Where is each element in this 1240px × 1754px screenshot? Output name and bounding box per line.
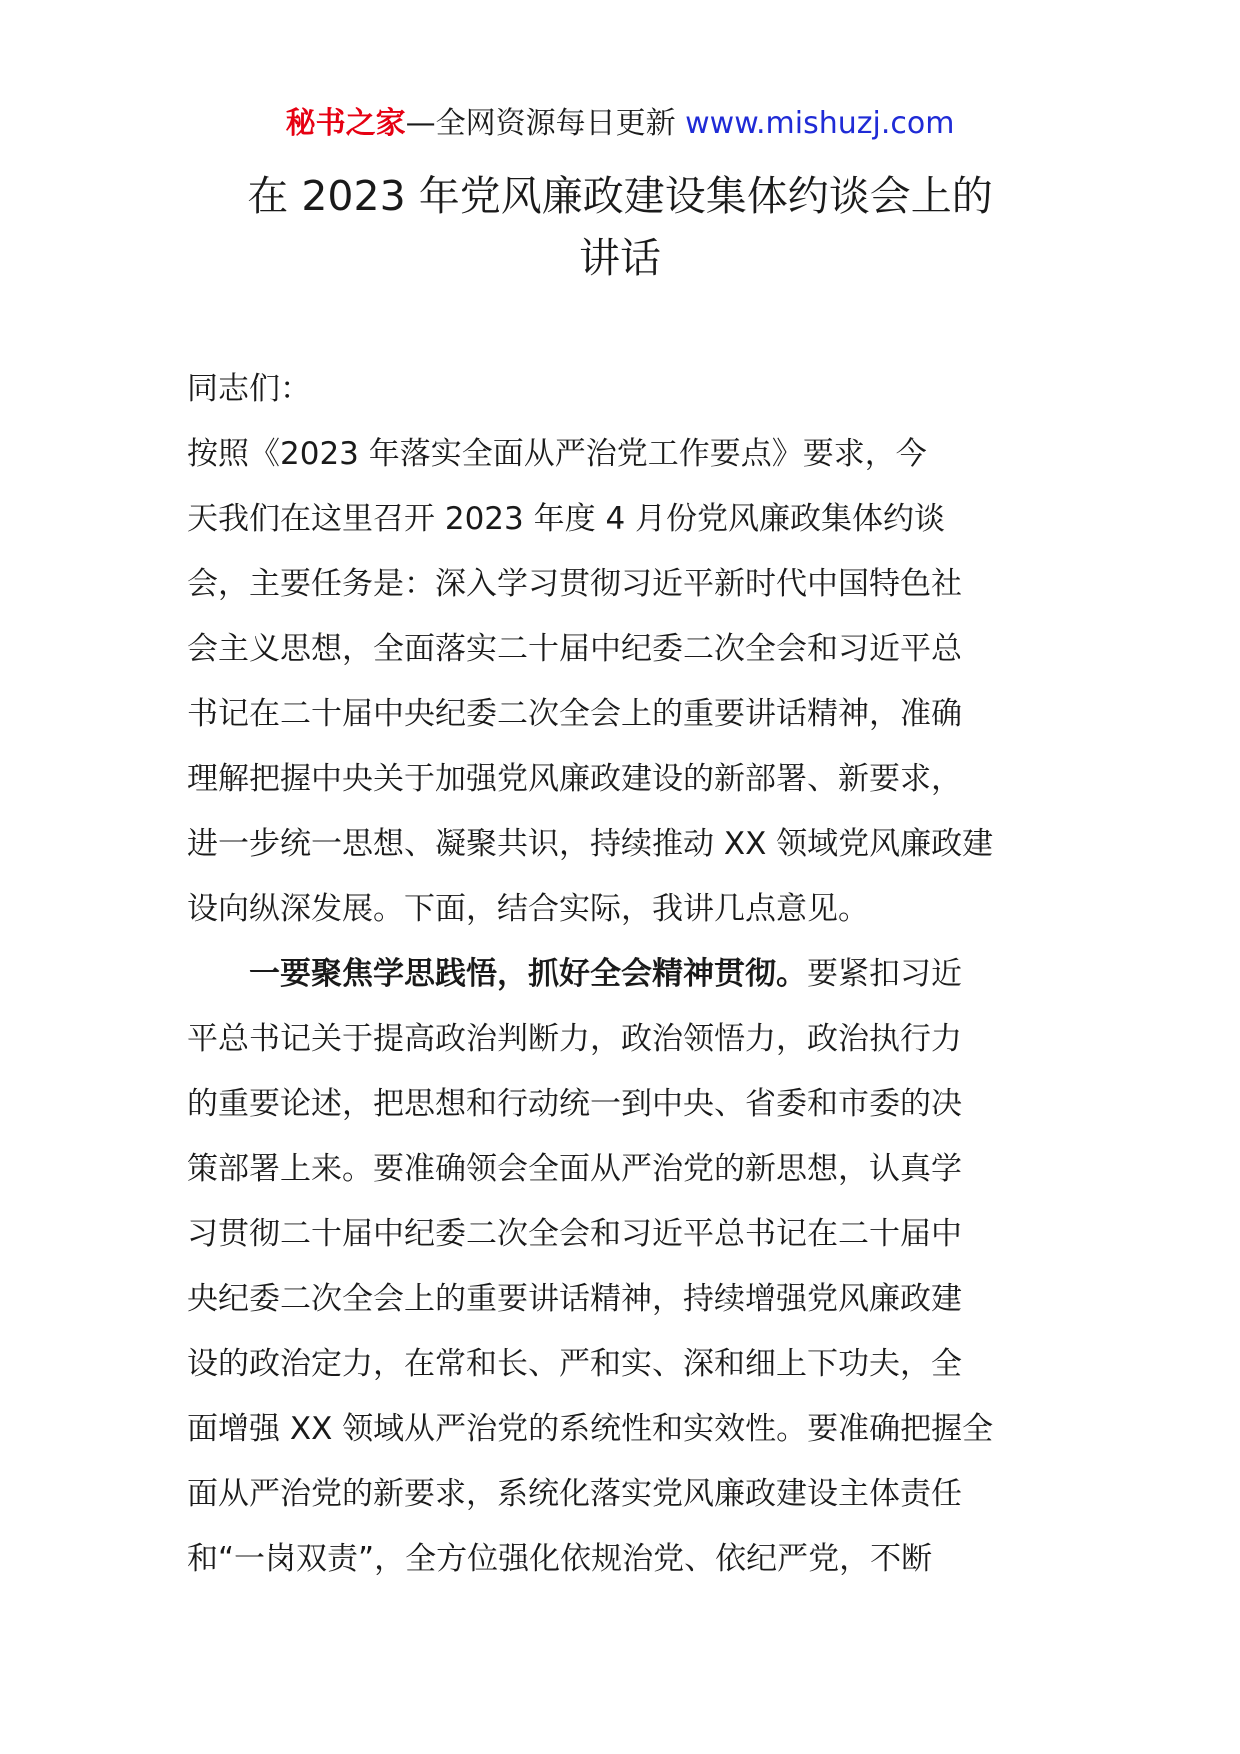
text-line: 的重要论述，把思想和行动统一到中央、省委和市委的决 — [187, 1086, 962, 1122]
salutation-line: 同志们： — [187, 371, 311, 407]
paragraph-intro — [187, 422, 1055, 942]
text-line: 设向纵深发展。下面，结合实际，我讲几点意见。 — [187, 891, 869, 927]
text-line: 平总书记关于提高政治判断力，政治领悟力，政治执行力 — [187, 1021, 962, 1057]
text-line: 面从严治党的新要求，系统化落实党风廉政建设主体责任 — [187, 1476, 962, 1512]
brand-name: 秘书之家 — [285, 106, 406, 141]
text-line: 会主义思想，全面落实二十届中纪委二次全会和习近平总 — [187, 631, 962, 667]
title-line-1: 在 2023 年党风廉政建设集体约谈会上的 — [247, 172, 993, 220]
text-line: 策部署上来。要准确领会全面从严治党的新思想，认真学 — [187, 1151, 962, 1187]
title-line-2: 讲话 — [579, 234, 661, 282]
header-tagline: —全网资源每日更新 — [405, 106, 686, 141]
point-one-first-line-rest: 要紧扣习近 — [807, 956, 962, 992]
text-line: 理解把握中央关于加强党风廉政建设的新部署、新要求， — [187, 761, 962, 797]
document-body — [187, 357, 1055, 1592]
text-line: 习贯彻二十届中纪委二次全会和习近平总书记在二十届中 — [187, 1216, 962, 1252]
document-title — [0, 165, 1240, 289]
site-url-link[interactable]: www.mishuzj.com — [685, 106, 955, 141]
text-line: 面增强 XX 领域从严治党的系统性和实效性。要准确把握全 — [187, 1411, 994, 1447]
text-line: 会，主要任务是：深入学习贯彻习近平新时代中国特色社 — [187, 566, 962, 602]
text-line: 天我们在这里召开 2023 年度 4 月份党风廉政集体约谈 — [187, 501, 946, 537]
text-line: 央纪委二次全会上的重要讲话精神，持续增强党风廉政建 — [187, 1281, 962, 1317]
text-line: 书记在二十届中央纪委二次全会上的重要讲话精神，准确 — [187, 696, 962, 732]
text-line: 按照《2023 年落实全面从严治党工作要点》要求，今 — [187, 436, 927, 472]
salutation — [187, 357, 1055, 422]
text-line: 设的政治定力，在常和长、严和实、深和细上下功夫，全 — [187, 1346, 962, 1382]
paragraph-point-one — [187, 942, 1055, 1592]
watermark-header — [0, 104, 1240, 144]
point-one-heading: 一要聚焦学思践悟，抓好全会精神贯彻。 — [249, 956, 807, 992]
text-line: 和“一岗双责”，全方位强化依规治党、依纪严党，不断 — [187, 1541, 933, 1577]
text-line: 进一步统一思想、凝聚共识，持续推动 XX 领域党风廉政建 — [187, 826, 994, 862]
text-line — [187, 942, 1055, 1007]
